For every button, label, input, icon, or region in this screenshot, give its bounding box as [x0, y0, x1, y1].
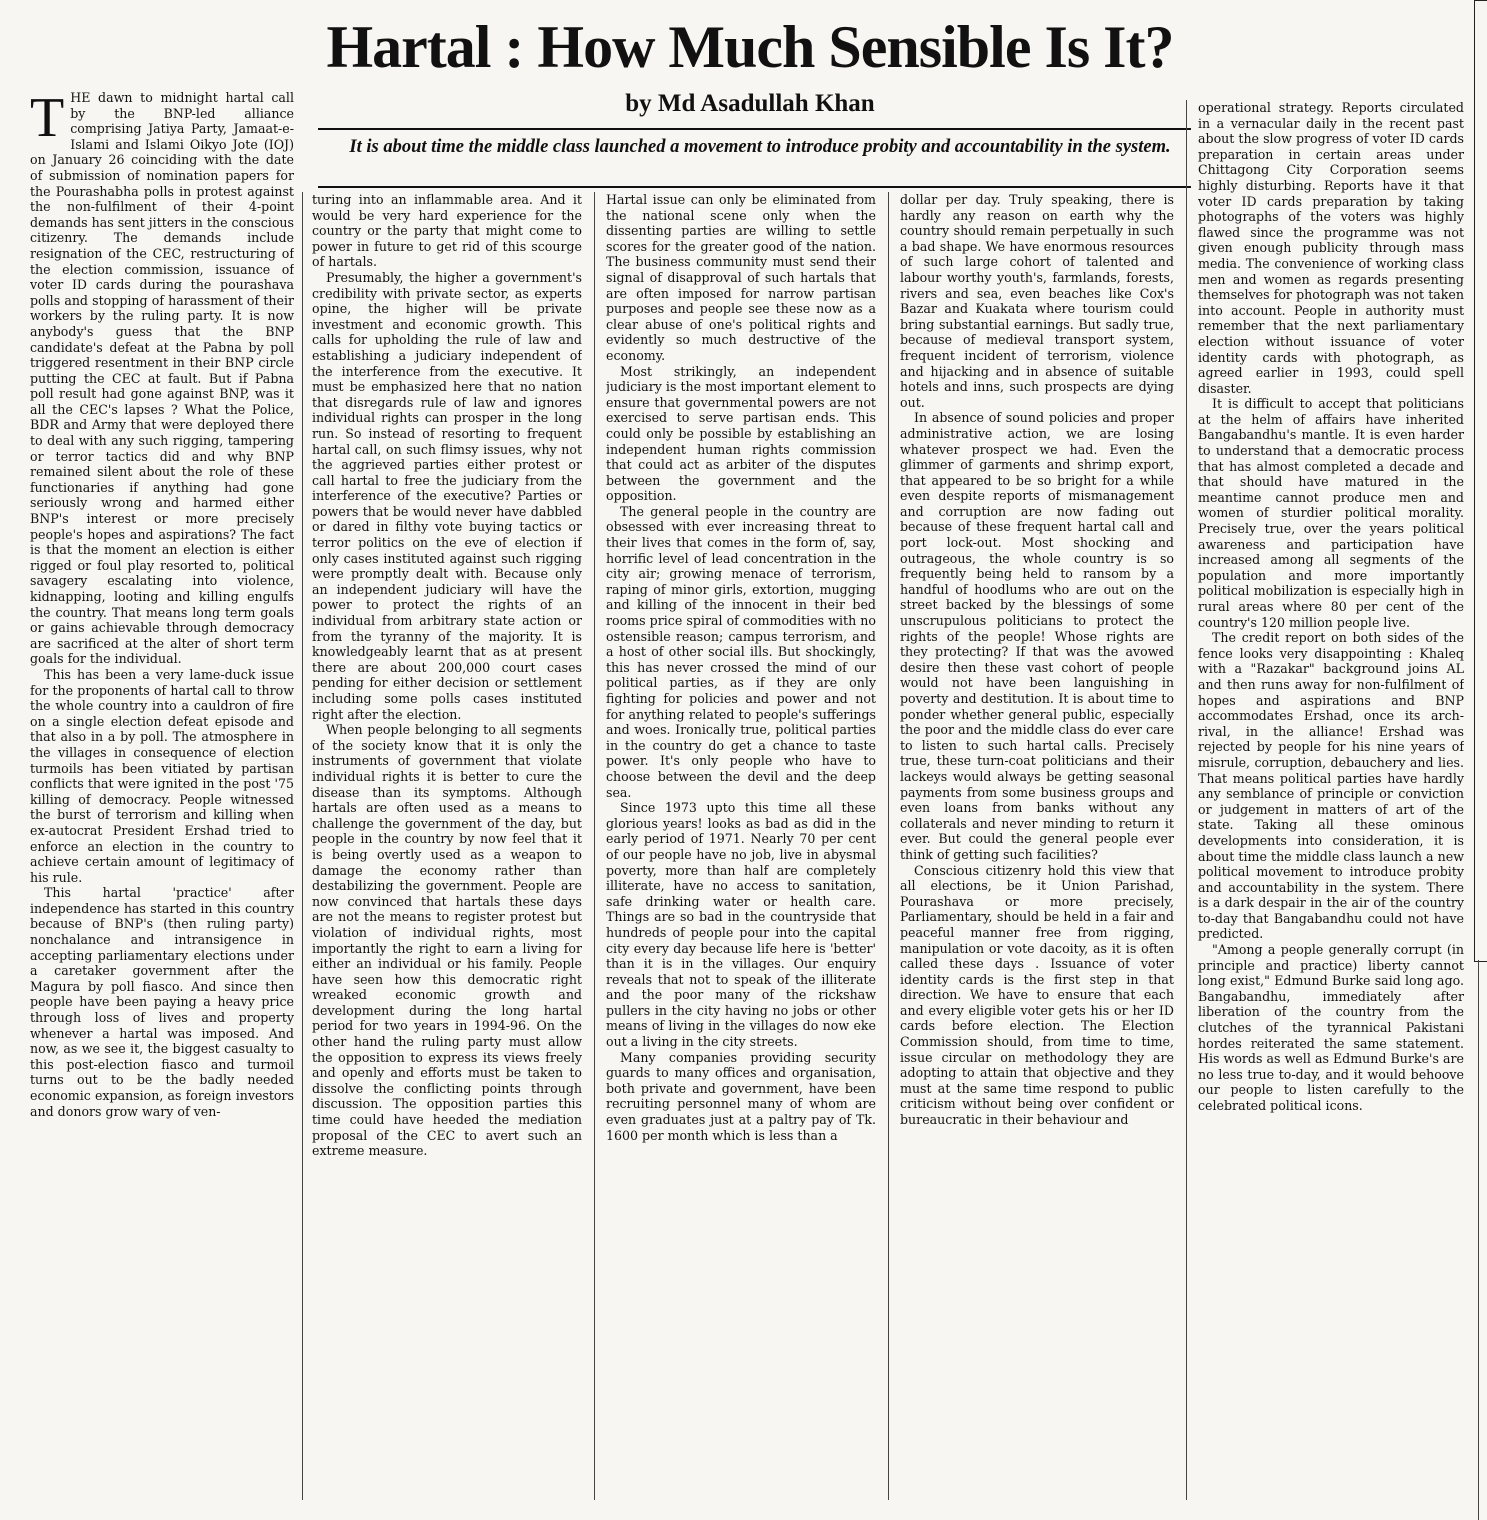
- column-divider-4: [1186, 100, 1187, 1500]
- deck-bottom-rule: [318, 186, 1191, 188]
- column-divider-2: [594, 192, 595, 1500]
- column-1-paragraph-2: This has been a very lame-duck issue for the proponents of hartal call to throw the whole country into a cauldron of fire on a single election defeat episode and that also in a by poll. The atmosphere in the villages in consequence of election turmoils has been vitiated by partisan conflicts that were ignited in the post '75 killing of democracy. People witnessed the burst of terrorism and killing when ex-autocrat President Ershad tried to enforce an election in the country to achieve certain amount of legitimacy of his rule.: [30, 666, 294, 885]
- column-3-paragraph-4: Since 1973 upto this time all these glorious years! looks as bad as did in the early period of 1971. Nearly 70 per cent of our people have no job, live in abysmal poverty, more than half are completely illiterate, have no access to sanitation, safe drinking water or health care. Things are so bad in the countryside that hundreds of people pour into the capital city every day because life here is 'better' than it is in the villages. Our enquiry reveals that not to speak of the illiterate and the poor many of the rickshaw pullers in the city having no jobs or other means of living in the villages do now eke out a living in the city streets.: [606, 800, 876, 1050]
- adjacent-clipping-border: [1474, 0, 1487, 962]
- deck-top-rule: [318, 128, 1191, 130]
- column-5-paragraph-2: It is difficult to accept that politicians at the helm of affairs have inherited Bangabandhu's mantle. It is even harder to understand that a democratic process that has almost completed a decade and that should have matured in the meantime cannot produce men and women of sturdier political morality. Precisely true, over the years political awareness and participation have increased among all segments of the population and more importantly political mobilization is especially high in rural areas where 80 per cent of the country's 120 million people live.: [1198, 396, 1464, 630]
- column-divider-3: [888, 192, 889, 1500]
- column-5-paragraph-4: "Among a people generally corrupt (in principle and practice) liberty cannot long exist," Edmund Burke said long ago. Bangabandhu, immediately after liberation of the country from the clutches of the tyrannical Pakistani hordes reiterated the same statement. His words as well as Edmund Burke's are no less true to-day, and it would behoove our people to listen carefully to the celebrated political icons.: [1198, 942, 1464, 1113]
- drop-cap: T: [30, 90, 65, 149]
- column-3: [606, 192, 876, 1500]
- headline: Hartal : How Much Sensible Is It?: [326, 14, 1174, 80]
- column-5-paragraph-1: operational strategy. Reports circulated in a vernacular daily in the recent past about the slow progress of voter ID cards preparation in certain areas under Chittagong City Corporation seems highly disturbing. Reports have it that voter ID cards preparation by taking photographs of the voters was highly flawed since the programme was not given enough publicity through mass media. The convenience of working class men and women as regards presenting themselves for photograph was not taken into account. People in authority must remember that the next parliamentary election without issuance of voter identity cards with photograph, as agreed earlier in 1993, could spell disaster.: [1198, 100, 1464, 396]
- column-4-paragraph-2: In absence of sound policies and proper administrative action, we are losing whatever prospect we had. Even the glimmer of garments and shrimp export, that appeared to be so bright for a while even despite reports of mismanagement and corruption are now fading out because of these frequent hartal call and port lock-out. Most shocking and outrageous, the whole country is so frequently being held to ransom by a handful of hoodlums who are out on the street backed by the blessings of some unscrupulous politicians to protect the rights of the people! Whose rights are they protecting? If that was the avowed desire then these vast cohort of people would not have been languishing in poverty and destitution. It is about time to ponder whether general public, especially the poor and the middle class do ever care to listen to such hartal calls. Precisely true, these turn-coat politicians and their lackeys would always be getting seasonal payments from some business groups and even loans from banks without any collaterals and never minding to return it ever. But could the general people ever think of getting such facilities?: [900, 410, 1174, 862]
- column-5: [1198, 100, 1464, 1500]
- column-1-paragraph-3: This hartal 'practice' after independence has started in this country because of BNP's (then ruling party) nonchalance and intransigence in accepting parliamentary elections under a caretaker government after the Magura by poll fiasco. And since then people have been paying a heavy price through loss of lives and property whenever a hartal was imposed. And now, as we see it, the biggest casualty to this post-election fiasco and turmoil turns out to be the badly needed economic expansion, as foreign investors and donors grow wary of ven-: [30, 885, 294, 1119]
- column-3-paragraph-1: Hartal issue can only be eliminated from the national scene only when the dissenting parties are willing to settle scores for the greater good of the nation. The business community must send their signal of disapproval of such hartals that are often imposed for narrow partisan purposes and people see these now as a clear abuse of one's political rights and evidently so much destructive of the economy.: [606, 192, 876, 363]
- column-4-paragraph-1: dollar per day. Truly speaking, there is hardly any reason on earth why the country should remain perpetually in such a bad shape. We have enormous resources of such large cohort of talented and labour worthy youth's, farmlands, forests, rivers and sea, even beaches like Cox's Bazar and Kuakata where tourism could bring substantial earnings. But sadly true, because of medieval transport system, frequent incident of terrorism, violence and hijacking and in absence of suitable hotels and inns, such prospects are dying out.: [900, 192, 1174, 410]
- column-divider-1: [302, 192, 303, 1500]
- column-1-paragraph-1: THE dawn to midnight hartal call by the BNP-led alliance comprising Jatiya Party, Jamaat-e-Islami and Islami Oikyo Jote (IOJ) on January 26 coinciding with the date of submission of nomination papers for the Pourashabha polls in protest against the non-fulfilment of their 4-point demands has sent jitters in the conscious citizenry. The demands include resignation of the CEC, restructuring of the election commission, issuance of voter ID cards during the pourashava polls and stopping of harassment of their workers by the ruling party. It is now anybody's guess that the BNP candidate's defeat at the Pabna by poll triggered resentment in their BNP circle putting the CEC at fault. But if Pabna poll result had gone against BNP, was it all the CEC's lapses ? What the Police, BDR and Army that were deployed there to deal with any such rigging, tampering or terror tactics did and why BNP remained silent about the role of these functionaries if anything had gone seriously wrong and harmed either BNP's interest or more precisely people's hopes and aspirations? The fact is that the moment an election is either rigged or foul play resorted to, political savagery escalating into violence, kidnapping, looting and killing engulfs the country. That means long term goals or gains achievable through democracy are sacrificed at the alter of short term goals for the individual.: [30, 90, 294, 667]
- column-2-paragraph-2: Presumably, the higher a government's credibility with private sector, as experts opine, the higher will be private investment and economic growth. This calls for upholding the rule of law and establishing a judiciary independent of the interference from the executive. It must be emphasized here that no nation that disregards rule of law and ignores individual rights can prosper in the long run. So instead of resorting to frequent hartal call, on such flimsy issues, why not the aggrieved parties either protest or call hartal to free the judiciary from the interference of the executive? Parties or powers that be would never have dabbled or dared in filthy vote buying tactics or terror politics on the eve of election if only cases instituted against such rigging were promptly dealt with. Because only an independent judiciary will have the power to protect the rights of an individual from arbitrary state action or from the tyranny of the majority. It is knowledgeably learnt that as at present there are about 200,000 court cases pending for either decision or settlement including some polls cases instituted right after the election.: [312, 269, 582, 722]
- right-edge-line: [1478, 960, 1479, 1520]
- column-3-paragraph-3: The general people in the country are obsessed with ever increasing threat to their lives that comes in the form of, say, horrific level of lead concentration in the city air; growing menace of terrorism, raping of minor girls, extortion, mugging and killing of the innocent in their bed rooms price spiral of commodities with no ostensible reason; campus terrorism, and a host of other social ills. But shockingly, this has never crossed the mind of our political parties, as if they are only fighting for policies and power and not for anything related to people's sufferings and woes. Ironically true, political parties in the country do get a chance to taste power. It's only people who have to choose between the devil and the deep sea.: [606, 503, 876, 800]
- byline: by Md Asadullah Khan: [625, 90, 875, 117]
- column-2-paragraph-3: When people belonging to all segments of the society know that it is only the instruments of government that violate individual rights it is better to cure the disease than its symptoms. Although hartals are often used as a means to challenge the government of the day, but people in the country by now feel that it is being overtly used as a weapon to damage the economy rather than destabilizing the government. People are now convinced that hartals these days are not the means to register protest but violation of individual rights, most importantly the right to earn a living for either an individual or his family. People have seen how this democratic right wreaked economic growth and development during the long hartal period for two years in 1994-96. On the other hand the ruling party must allow the opposition to express its views freely and openly and efforts must be taken to dissolve the conflicting points through discussion. The opposition parties this time could have heeded the mediation proposal of the CEC to avert such an extreme measure.: [312, 722, 582, 1159]
- column-2-paragraph-1: turing into an inflammable area. And it would be very hard experience for the country or the party that might come to power in future to get rid of this scourge of hartals.: [312, 192, 582, 270]
- column-5-paragraph-3: The credit report on both sides of the fence looks very disappointing : Khaleq with a "Razakar" background joins AL and then runs away for non-fulfilment of hopes and aspirations and BNP accommodates Ershad, once its arch-rival, in the alliance! Ershad was rejected by people for his nine years of misrule, corruption, debauchery and lies. That means political parties have hardly any semblance of principle or conviction or judgement in matters of art of the state. Taking all these ominous developments into consideration, it is about time the middle class launch a new political movement to introduce probity and accountability in the system. There is a dark despair in the air of the country to-day that Bangabandhu could not have predicted.: [1198, 630, 1464, 942]
- column-3-paragraph-2: Most strikingly, an independent judiciary is the most important element to ensure that governmental powers are not exercised to serve partisan ends. This could only be possible by establishing an independent human rights commission that could act as arbiter of the disputes between the government and the opposition.: [606, 363, 876, 504]
- deck-subheadline: It is about time the middle class launched a movement to introduce probity and accountability in the system.: [349, 137, 1171, 157]
- column-1: [30, 90, 294, 1500]
- column-4: [900, 192, 1174, 1500]
- column-3-paragraph-5: Many companies providing security guards to many offices and organisation, both private and government, have been recruiting personnel many of whom are even graduates just at a paltry pay of Tk. 1600 per month which is less than a: [606, 1049, 876, 1143]
- column-4-paragraph-3: Conscious citizenry hold this view that all elections, be it Union Parishad, Pourashava or more precisely, Parliamentary, should be held in a fair and peaceful manner free from rigging, manipulation or vote dacoity, as it is often called these days . Issuance of voter identity cards is the first step in that direction. We have to ensure that each and every eligible voter gets his or her ID cards before election. The Election Commission should, from time to time, issue circular on methodology they are adopting to attain that objective and they must at the same time respond to public criticism without being over confident or bureaucratic in their behaviour and: [900, 862, 1174, 1128]
- column-2: [312, 192, 582, 1500]
